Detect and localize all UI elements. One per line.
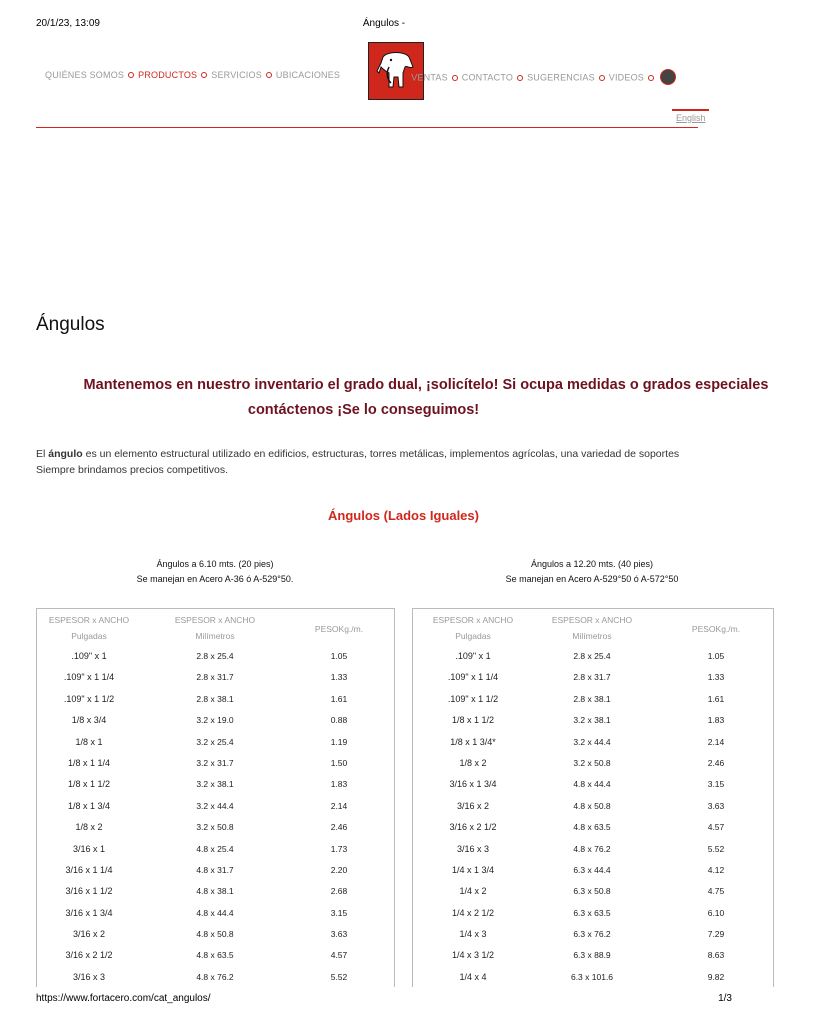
header-millimeters	[141, 612, 289, 644]
table-row	[37, 688, 394, 709]
size-mm-cell: 3.2 x 50.8	[196, 822, 234, 833]
description-text: es un elemento estructural utilizado en edificios, estructuras, torres metálicas, implementos agrícolas, una variedad de soportes	[82, 448, 680, 460]
size-inches-cell: 3/16 x 1 1/2	[65, 886, 113, 897]
size-mm-cell: 3.2 x 38.1	[196, 779, 234, 790]
nav-separator-icon	[599, 75, 605, 81]
size-mm-cell: 6.3 x 88.9	[573, 950, 611, 961]
nav-separator-icon	[266, 72, 272, 78]
description-line-2: Siempre brindamos precios competitivos.	[36, 464, 228, 476]
weight-cell: 3.63	[707, 800, 725, 811]
size-mm-cell: 2.8 x 25.4	[573, 651, 611, 661]
table-row	[37, 666, 394, 687]
size-mm-cell: 3.2 x 31.7	[196, 757, 234, 768]
social-icon[interactable]	[660, 69, 676, 85]
caption-length: Ángulos a 12.20 mts. (40 pies)	[530, 559, 654, 569]
table-row	[413, 880, 773, 901]
caption-steel: Se manejan en Acero A-529°50 ó A-572°50	[505, 574, 679, 584]
size-mm-cell: 4.8 x 31.7	[196, 864, 234, 875]
header-millimeters	[533, 612, 651, 644]
nav-item-quienes-somos[interactable]: QUIÉNES SOMOS	[45, 70, 125, 80]
caption-length: Ángulos a 6.10 mts. (20 pies)	[156, 559, 274, 569]
size-mm-cell: 2.8 x 25.4	[196, 651, 234, 661]
weight-cell: 4.57	[330, 950, 348, 961]
weight-cell: 2.46	[707, 757, 725, 768]
header-label: ESPESOR x ANCHO	[174, 615, 256, 625]
size-mm-cell: 4.8 x 63.5	[196, 950, 234, 961]
table-row	[413, 859, 773, 880]
size-inches-cell: 1/8 x 1 1/4	[67, 757, 111, 768]
description-keyword: ángulo	[48, 448, 83, 460]
description-line-1	[36, 446, 679, 462]
print-url: https://www.fortacero.com/cat_angulos/	[36, 993, 211, 1004]
size-mm-cell: 6.3 x 44.4	[573, 864, 611, 875]
weight-cell: 1.61	[707, 693, 725, 704]
nav-separator-icon	[517, 75, 523, 81]
nav-item-ubicaciones[interactable]: UBICACIONES	[275, 70, 341, 80]
weight-cell: 4.57	[707, 822, 725, 833]
nav-item-videos[interactable]: VIDEOS	[608, 72, 644, 83]
size-mm-cell: 4.8 x 76.2	[573, 843, 611, 854]
size-inches-cell: 3/16 x 2	[72, 929, 106, 940]
nav-separator-icon	[128, 72, 134, 78]
nav-item-sugerencias[interactable]: SUGERENCIAS	[527, 72, 595, 83]
weight-cell: 6.10	[707, 907, 725, 918]
page-title: Ángulos	[36, 314, 105, 335]
weight-cell: 9.82	[707, 971, 725, 982]
size-mm-cell: 3.2 x 44.4	[196, 800, 234, 811]
print-page-number: 1/3	[718, 993, 732, 1004]
promo-line-1: Mantenemos en nuestro inventario el grado dual, ¡solicítelo! Si ocupa medidas o grados especiales	[83, 377, 769, 393]
table-row	[413, 645, 773, 666]
language-indicator	[672, 109, 709, 111]
table-header	[413, 609, 773, 645]
size-inches-cell: 1/4 x 4	[459, 971, 487, 982]
weight-cell: 5.52	[330, 971, 348, 982]
size-mm-cell: 4.8 x 50.8	[573, 800, 611, 811]
header-unit: Pulgadas	[71, 631, 107, 641]
size-mm-cell: 2.8 x 31.7	[573, 672, 611, 683]
weight-cell: 4.75	[707, 886, 725, 897]
table-row	[413, 773, 773, 794]
size-mm-cell: 4.8 x 44.4	[573, 779, 611, 790]
size-mm-cell: 2.8 x 38.1	[196, 693, 234, 704]
weight-cell: 1.61	[330, 693, 348, 704]
nav-item-contacto[interactable]: CONTACTO	[461, 72, 514, 83]
table-row	[37, 731, 394, 752]
size-inches-cell: 1/8 x 1 3/4*	[450, 736, 496, 747]
table-row	[37, 816, 394, 837]
size-inches-cell: 3/16 x 1 1/4	[65, 864, 113, 875]
size-inches-cell: 1/8 x 1 1/2	[451, 715, 495, 726]
size-inches-cell: 3/16 x 2 1/2	[65, 950, 113, 961]
size-inches-cell: 1/8 x 1	[75, 736, 103, 747]
table-header	[37, 609, 394, 645]
weight-cell: 1.73	[330, 843, 348, 854]
size-inches-cell: 1/8 x 1 1/2	[67, 779, 111, 790]
table-row	[413, 838, 773, 859]
header-weight: PESOKg./m.	[314, 624, 364, 634]
size-inches-cell: 1/8 x 2	[459, 757, 487, 768]
size-inches-cell: 1/4 x 3 1/2	[451, 950, 495, 961]
table-row	[413, 731, 773, 752]
weight-cell: 0.88	[330, 715, 348, 726]
size-inches-cell: 1/4 x 2	[459, 886, 487, 897]
weight-cell: 2.14	[707, 736, 725, 747]
weight-cell: 4.12	[707, 864, 725, 875]
weight-cell: 1.50	[330, 757, 348, 768]
size-mm-cell: 3.2 x 25.4	[196, 736, 234, 747]
table-row	[413, 688, 773, 709]
size-inches-cell: 1/8 x 2	[75, 822, 103, 833]
weight-cell: 1.05	[330, 651, 348, 661]
caption-steel: Se manejan en Acero A-36 ó A-529°50.	[136, 574, 294, 584]
weight-cell: 2.46	[330, 822, 348, 833]
nav-right	[411, 70, 676, 86]
header-unit: Milímetros	[572, 631, 612, 641]
size-mm-cell: 4.8 x 38.1	[196, 886, 234, 897]
weight-cell: 1.33	[707, 672, 725, 683]
table-caption-40ft	[412, 557, 772, 587]
weight-cell: 1.05	[707, 651, 725, 661]
print-footer	[36, 993, 732, 1004]
table-row	[37, 795, 394, 816]
description-prefix: El	[36, 448, 49, 460]
header-weight: PESOKg./m.	[691, 624, 741, 634]
header-divider	[36, 127, 698, 128]
size-mm-cell: 6.3 x 50.8	[573, 886, 611, 897]
size-inches-cell: 1/8 x 3/4	[71, 715, 107, 726]
size-mm-cell: 6.3 x 63.5	[573, 907, 611, 918]
weight-cell: 8.63	[707, 950, 725, 961]
weight-cell: 5.52	[707, 843, 725, 854]
header-unit: Milímetros	[195, 631, 235, 641]
nav-item-ventas[interactable]: VENTAS	[411, 72, 448, 83]
size-mm-cell: 4.8 x 63.5	[573, 822, 611, 833]
weight-cell: 3.63	[330, 929, 348, 940]
table-row	[37, 923, 394, 944]
size-mm-cell: 2.8 x 31.7	[196, 672, 234, 683]
print-datetime: 20/1/23, 13:09	[36, 18, 100, 29]
size-inches-cell: 1/4 x 3	[459, 929, 487, 940]
table-row	[413, 666, 773, 687]
table-row	[413, 816, 773, 837]
size-inches-cell: 1/4 x 2 1/2	[451, 907, 495, 918]
weight-cell: 1.83	[707, 715, 725, 726]
size-inches-cell: .109" x 1 1/4	[63, 672, 115, 683]
header-label: ESPESOR x ANCHO	[432, 615, 514, 625]
size-inches-cell: 3/16 x 3	[72, 971, 106, 982]
header-inches	[37, 612, 141, 644]
table-caption-20ft	[36, 557, 394, 587]
size-inches-cell: 3/16 x 1	[72, 843, 106, 854]
print-doc-title: Ángulos -	[362, 18, 406, 29]
table-row	[37, 966, 394, 987]
weight-cell: 7.29	[707, 929, 725, 940]
size-inches-cell: 3/16 x 2 1/2	[449, 822, 497, 833]
table-row	[37, 773, 394, 794]
table-row	[413, 902, 773, 923]
size-mm-cell: 4.8 x 25.4	[196, 843, 234, 854]
size-inches-cell: .109" x 1 1/2	[447, 693, 499, 704]
weight-cell: 1.33	[330, 672, 348, 683]
nav-item-productos[interactable]: PRODUCTOS	[138, 70, 198, 80]
size-inches-cell: .109" x 1	[455, 651, 491, 661]
table-row	[413, 923, 773, 944]
size-mm-cell: 3.2 x 19.0	[196, 715, 234, 726]
table-row	[37, 880, 394, 901]
nav-separator-icon	[201, 72, 207, 78]
nav-left	[45, 70, 340, 80]
angles-table-40ft	[412, 608, 774, 987]
language-link[interactable]: English	[676, 113, 706, 123]
weight-cell: 3.15	[330, 907, 348, 918]
table-row	[37, 838, 394, 859]
angles-table-20ft	[36, 608, 395, 987]
header-inches	[413, 612, 533, 644]
size-inches-cell: 3/16 x 1 3/4	[65, 907, 113, 918]
size-mm-cell: 2.8 x 38.1	[573, 693, 611, 704]
table-row	[413, 944, 773, 965]
table-row	[37, 944, 394, 965]
size-mm-cell: 6.3 x 101.6	[570, 971, 614, 982]
size-mm-cell: 3.2 x 44.4	[573, 736, 611, 747]
size-inches-cell: 3/16 x 3	[456, 843, 490, 854]
size-inches-cell: .109" x 1 1/2	[63, 693, 115, 704]
size-mm-cell: 3.2 x 50.8	[573, 757, 611, 768]
table-row	[413, 966, 773, 987]
weight-cell: 2.14	[330, 800, 348, 811]
weight-cell: 1.19	[330, 736, 348, 747]
size-inches-cell: 3/16 x 2	[456, 800, 490, 811]
description	[36, 446, 679, 478]
section-title: Ángulos (Lados Iguales)	[328, 508, 479, 523]
size-inches-cell: 1/4 x 1 3/4	[451, 864, 495, 875]
size-inches-cell: .109" x 1	[71, 651, 107, 661]
size-inches-cell: .109" x 1 1/4	[447, 672, 499, 683]
promo-line-2: contáctenos ¡Se lo conseguimos!	[247, 402, 480, 418]
table-row	[413, 795, 773, 816]
table-row	[413, 709, 773, 730]
size-mm-cell: 6.3 x 76.2	[573, 929, 611, 940]
table-row	[37, 709, 394, 730]
weight-cell: 1.83	[330, 779, 348, 790]
table-row	[37, 859, 394, 880]
table-row	[37, 902, 394, 923]
nav-separator-icon	[648, 75, 654, 81]
size-mm-cell: 4.8 x 44.4	[196, 907, 234, 918]
table-row	[37, 752, 394, 773]
header-label: ESPESOR x ANCHO	[551, 615, 633, 625]
header-unit: Pulgadas	[455, 631, 491, 641]
nav-item-servicios[interactable]: SERVICIOS	[211, 70, 262, 80]
table-row	[413, 752, 773, 773]
size-mm-cell: 3.2 x 38.1	[573, 715, 611, 726]
weight-cell: 2.20	[330, 864, 348, 875]
table-row	[37, 645, 394, 666]
size-inches-cell: 3/16 x 1 3/4	[449, 779, 497, 790]
size-mm-cell: 4.8 x 50.8	[196, 929, 234, 940]
nav-separator-icon	[452, 75, 458, 81]
weight-cell: 2.68	[330, 886, 348, 897]
size-inches-cell: 1/8 x 1 3/4	[67, 800, 111, 811]
weight-cell: 3.15	[707, 779, 725, 790]
header-label: ESPESOR x ANCHO	[48, 615, 130, 625]
size-mm-cell: 4.8 x 76.2	[196, 971, 234, 982]
